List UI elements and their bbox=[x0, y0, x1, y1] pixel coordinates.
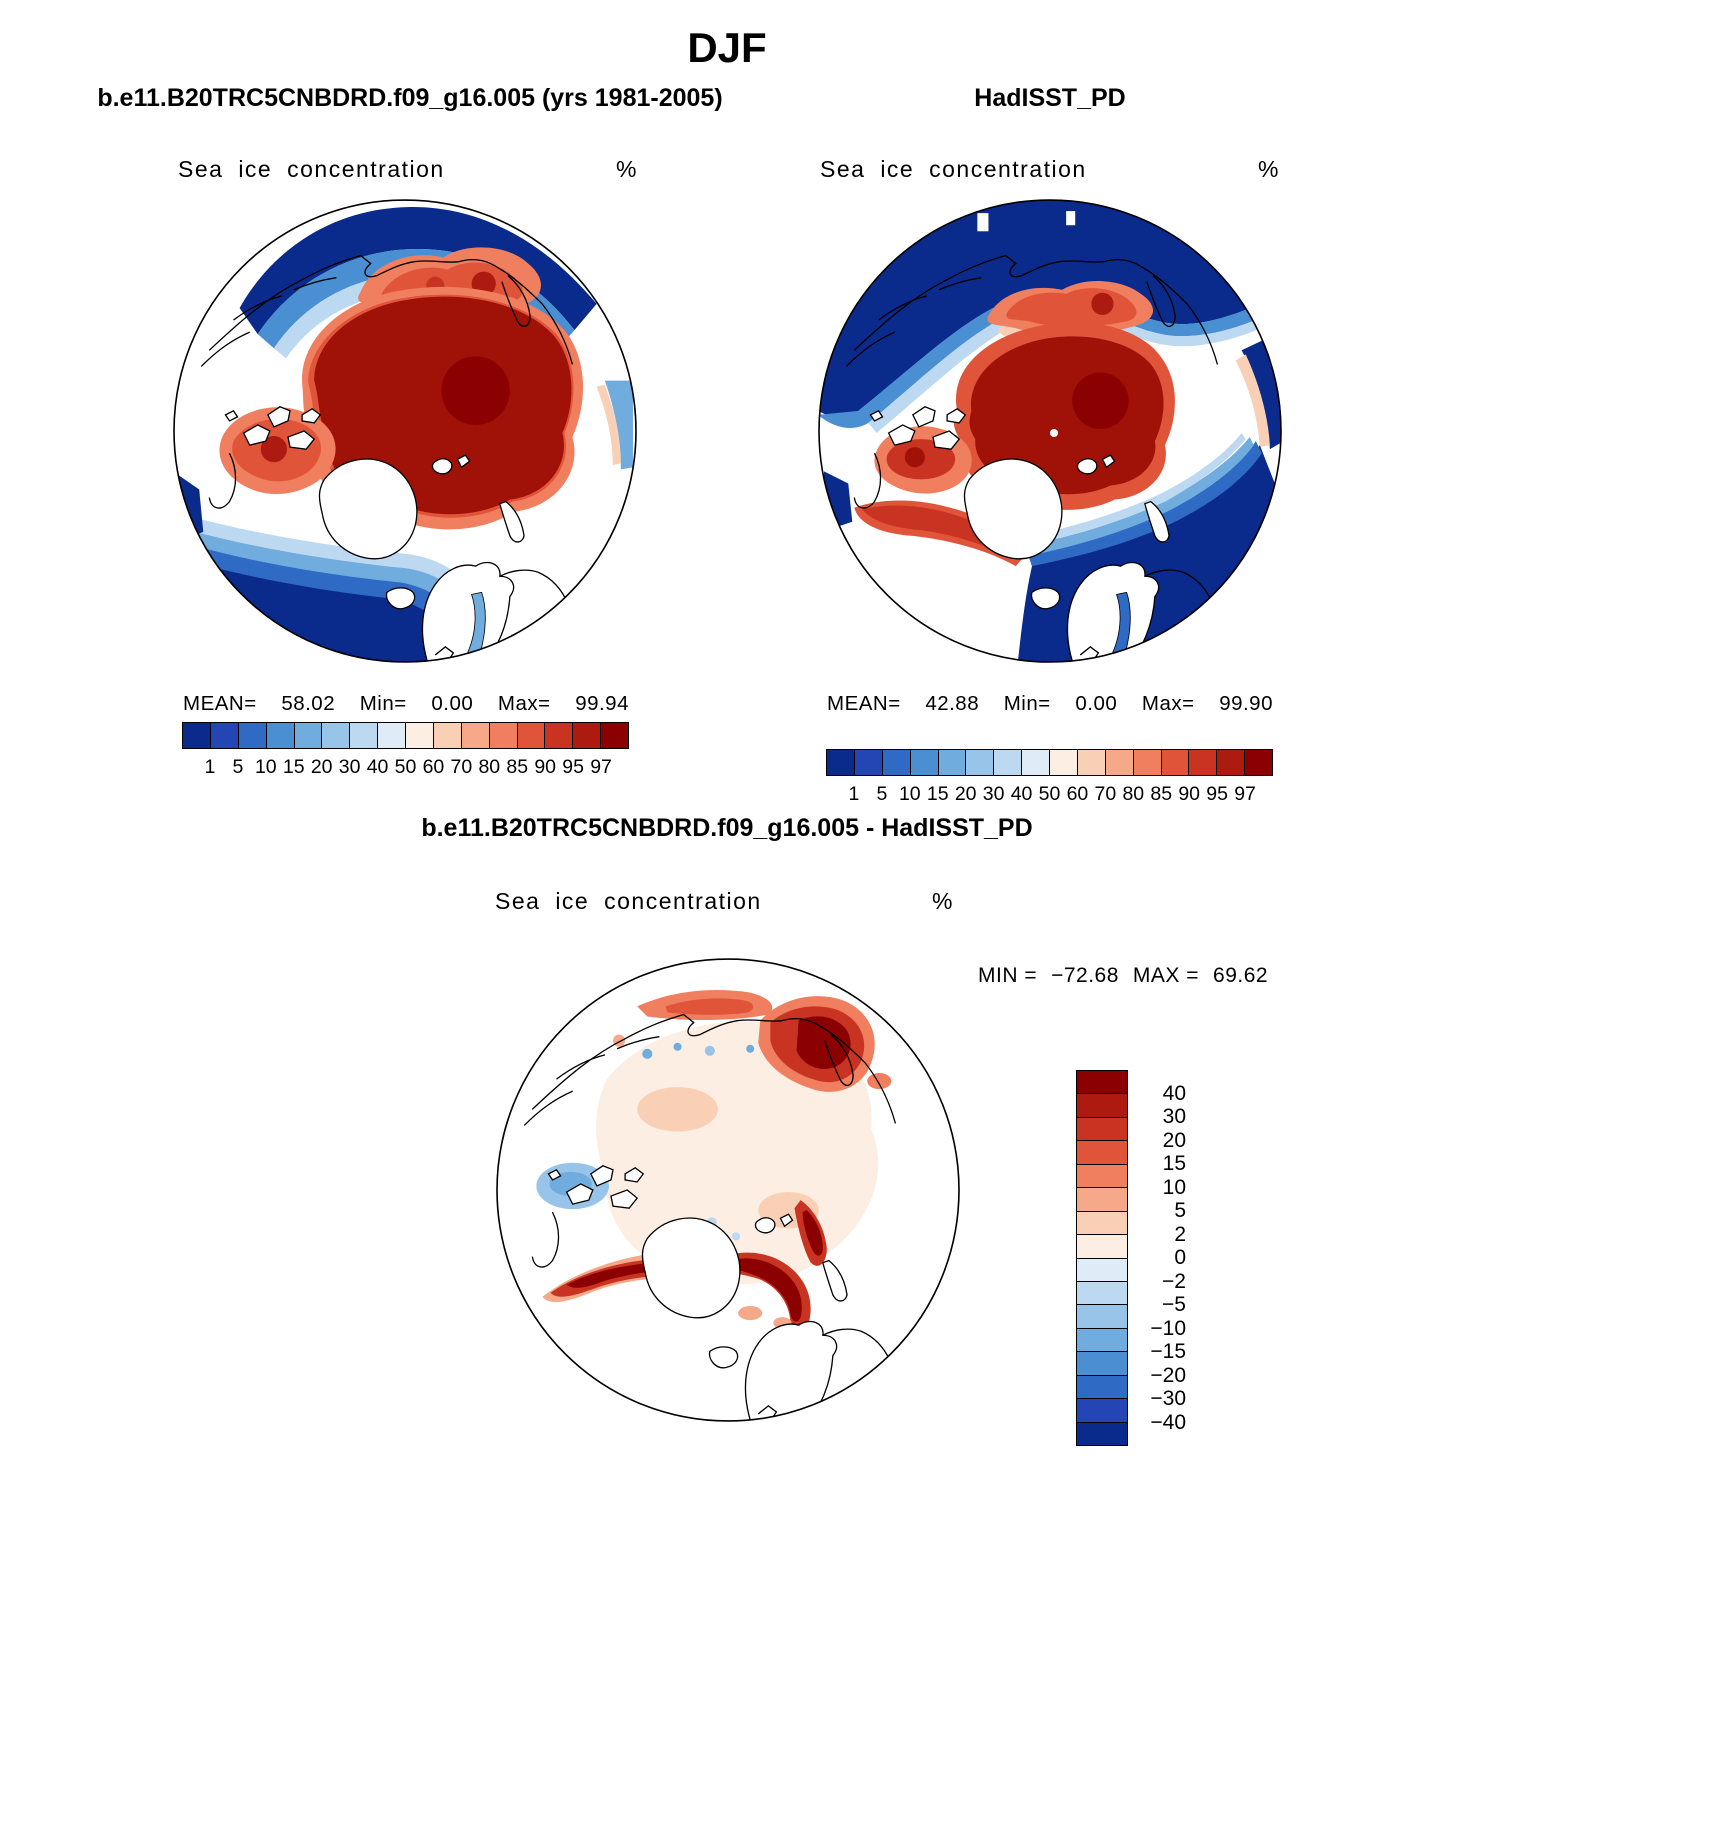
model-colorbar bbox=[182, 722, 629, 778]
colorbar-swatch bbox=[910, 749, 939, 776]
model-panel-title: b.e11.B20TRC5CNBDRD.f09_g16.005 (yrs 1981-2005) bbox=[97, 84, 723, 112]
colorbar-swatch bbox=[182, 722, 211, 749]
colorbar-tick-label: 97 bbox=[1234, 783, 1256, 805]
colorbar-swatch bbox=[238, 722, 267, 749]
colorbar-tick-label: 80 bbox=[1122, 783, 1145, 805]
min-value: 0.00 bbox=[1075, 692, 1118, 715]
colorbar-tick-label: 10 bbox=[1162, 1175, 1186, 1199]
diff-units-label: % bbox=[932, 888, 954, 914]
colorbar-swatch bbox=[1076, 1187, 1128, 1211]
colorbar-swatch bbox=[1076, 1304, 1128, 1328]
colorbar-swatch bbox=[1076, 1351, 1128, 1375]
colorbar-tick-label: 20 bbox=[1162, 1128, 1186, 1152]
colorbar-tick-label: 60 bbox=[1066, 783, 1089, 805]
model-units-label: % bbox=[616, 156, 638, 182]
colorbar-tick-label: −15 bbox=[1150, 1340, 1186, 1363]
colorbar-tick-label: 30 bbox=[982, 783, 1005, 805]
diff-map bbox=[496, 958, 960, 1422]
colorbar-tick-label: −5 bbox=[1162, 1293, 1186, 1316]
colorbar-tick-label: 5 bbox=[1174, 1199, 1186, 1222]
obs-stats-line bbox=[827, 692, 1273, 716]
colorbar-swatch bbox=[1021, 749, 1050, 776]
colorbar-tick-label: 15 bbox=[926, 783, 949, 805]
colorbar-tick-label: 1 bbox=[204, 756, 216, 778]
colorbar-tick-label: 40 bbox=[366, 756, 389, 778]
colorbar-tick-label: 90 bbox=[534, 756, 557, 778]
colorbar-swatch bbox=[1076, 1140, 1128, 1164]
min-label: Min= bbox=[1003, 692, 1051, 715]
colorbar-swatch bbox=[377, 722, 406, 749]
colorbar-swatch bbox=[854, 749, 883, 776]
mean-label: MEAN= bbox=[827, 692, 901, 715]
colorbar-swatch bbox=[882, 749, 911, 776]
min-label: Min= bbox=[359, 692, 407, 715]
colorbar-swatch bbox=[1076, 1164, 1128, 1188]
colorbar-swatch bbox=[1049, 749, 1078, 776]
mean-label: MEAN= bbox=[183, 692, 257, 715]
colorbar-swatch bbox=[433, 722, 462, 749]
colorbar-tick-label: 50 bbox=[1038, 783, 1061, 805]
min-value: 0.00 bbox=[431, 692, 474, 715]
colorbar-tick-label: −2 bbox=[1162, 1269, 1186, 1293]
colorbar-swatch bbox=[1076, 1211, 1128, 1235]
colorbar-swatch bbox=[517, 722, 546, 749]
colorbar-tick-label: 15 bbox=[282, 756, 305, 778]
obs-field-label: Sea ice concentration bbox=[820, 156, 1087, 182]
colorbar-tick-label: 60 bbox=[422, 756, 445, 778]
colorbar-swatch bbox=[1076, 1070, 1128, 1094]
colorbar-swatch bbox=[1076, 1422, 1128, 1446]
colorbar-swatch bbox=[600, 722, 629, 749]
colorbar-tick-label: 50 bbox=[394, 756, 417, 778]
max-value: 99.90 bbox=[1219, 692, 1273, 715]
colorbar-swatch bbox=[294, 722, 323, 749]
diff-colorbar bbox=[1076, 1070, 1186, 1446]
colorbar-swatch bbox=[1077, 749, 1106, 776]
max-label: Max= bbox=[1141, 692, 1195, 715]
colorbar-swatch bbox=[210, 722, 239, 749]
obs-panel-title: HadISST_PD bbox=[974, 84, 1126, 112]
colorbar-swatch bbox=[1133, 749, 1162, 776]
colorbar-tick-label: 95 bbox=[562, 756, 584, 778]
colorbar-tick-label: 10 bbox=[254, 756, 277, 778]
colorbar-tick-label: 5 bbox=[876, 783, 888, 805]
colorbar-tick-label: 30 bbox=[1162, 1105, 1186, 1128]
obs-colorbar bbox=[826, 749, 1273, 805]
mean-value: 58.02 bbox=[281, 692, 336, 715]
max-label: MAX = bbox=[1132, 964, 1200, 987]
colorbar-swatch bbox=[1105, 749, 1134, 776]
colorbar-swatch bbox=[1076, 1328, 1128, 1352]
colorbar-swatch bbox=[405, 722, 434, 749]
colorbar-tick-label: 40 bbox=[1162, 1081, 1186, 1105]
figure-title: DJF bbox=[687, 24, 767, 71]
max-value: 99.94 bbox=[575, 692, 629, 715]
colorbar-swatch bbox=[938, 749, 967, 776]
model-map bbox=[173, 199, 637, 663]
colorbar-swatch bbox=[461, 722, 490, 749]
colorbar-tick-label: 85 bbox=[1150, 783, 1173, 805]
colorbar-swatch bbox=[266, 722, 295, 749]
colorbar-swatch bbox=[544, 722, 573, 749]
colorbar-swatch bbox=[1076, 1375, 1128, 1399]
colorbar-tick-label: 20 bbox=[954, 783, 977, 805]
colorbar-swatch bbox=[965, 749, 994, 776]
min-value: −72.68 bbox=[1051, 964, 1119, 987]
diff-minmax-line bbox=[978, 964, 1268, 988]
mean-value: 42.88 bbox=[925, 692, 980, 715]
colorbar-swatch bbox=[1076, 1234, 1128, 1258]
colorbar-tick-label: 0 bbox=[1174, 1246, 1186, 1269]
obs-units-label: % bbox=[1258, 156, 1280, 182]
colorbar-swatch bbox=[349, 722, 378, 749]
colorbar-tick-label: 95 bbox=[1206, 783, 1228, 805]
colorbar-tick-label: 5 bbox=[232, 756, 244, 778]
colorbar-swatch bbox=[826, 749, 855, 776]
max-value: 69.62 bbox=[1213, 964, 1269, 987]
colorbar-swatch bbox=[993, 749, 1022, 776]
obs-map bbox=[818, 199, 1282, 663]
colorbar-tick-label: 15 bbox=[1162, 1152, 1186, 1175]
colorbar-swatch bbox=[489, 722, 518, 749]
colorbar-tick-label: −30 bbox=[1150, 1387, 1186, 1410]
colorbar-tick-label: −20 bbox=[1150, 1363, 1186, 1387]
min-label: MIN = bbox=[978, 964, 1038, 987]
colorbar-tick-label: 85 bbox=[506, 756, 529, 778]
colorbar-swatch bbox=[572, 722, 601, 749]
colorbar-swatch bbox=[1244, 749, 1273, 776]
colorbar-tick-label: 90 bbox=[1178, 783, 1201, 805]
colorbar-tick-label: −40 bbox=[1150, 1410, 1186, 1434]
max-label: Max= bbox=[497, 692, 551, 715]
colorbar-tick-label: 2 bbox=[1174, 1222, 1186, 1246]
colorbar-swatch bbox=[1161, 749, 1190, 776]
colorbar-swatch bbox=[1188, 749, 1217, 776]
colorbar-tick-label: −10 bbox=[1150, 1316, 1186, 1340]
colorbar-tick-label: 30 bbox=[338, 756, 361, 778]
colorbar-tick-label: 97 bbox=[590, 756, 612, 778]
diff-panel-title: b.e11.B20TRC5CNBDRD.f09_g16.005 - HadISST_PD bbox=[421, 814, 1033, 842]
colorbar-swatch bbox=[1076, 1281, 1128, 1305]
colorbar-tick-label: 10 bbox=[898, 783, 921, 805]
colorbar-tick-label: 1 bbox=[848, 783, 860, 805]
diff-field-label: Sea ice concentration bbox=[495, 888, 762, 914]
colorbar-swatch bbox=[1076, 1093, 1128, 1117]
colorbar-swatch bbox=[321, 722, 350, 749]
colorbar-swatch bbox=[1076, 1258, 1128, 1282]
colorbar-tick-label: 70 bbox=[450, 756, 473, 778]
colorbar-tick-label: 20 bbox=[310, 756, 333, 778]
colorbar-tick-label: 70 bbox=[1094, 783, 1117, 805]
model-field-label: Sea ice concentration bbox=[178, 156, 445, 182]
colorbar-swatch bbox=[1076, 1117, 1128, 1141]
colorbar-swatch bbox=[1076, 1398, 1128, 1422]
model-stats-line bbox=[183, 692, 629, 716]
colorbar-tick-label: 40 bbox=[1010, 783, 1033, 805]
colorbar-tick-label: 80 bbox=[478, 756, 501, 778]
colorbar-swatch bbox=[1216, 749, 1245, 776]
